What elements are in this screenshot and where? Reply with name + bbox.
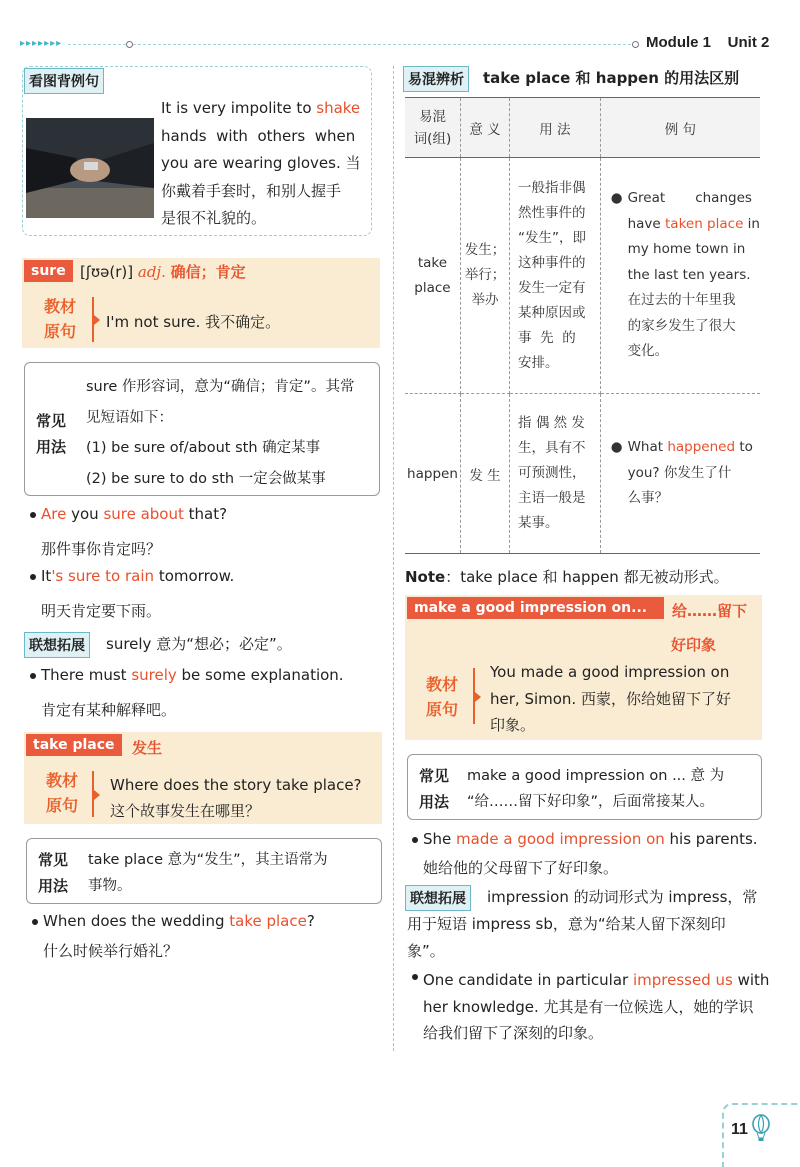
- usage-label-2: 用法: [38, 877, 69, 895]
- origin-label-2: 原句: [425, 700, 458, 719]
- text-line: [628, 263, 760, 289]
- cell-line: 发生；: [464, 242, 506, 258]
- highlight-text: made a good impression on: [456, 830, 665, 848]
- table-cell-word: happen: [405, 394, 460, 554]
- usage-label: [38, 847, 68, 899]
- cell-line: 生，具有不: [518, 440, 586, 456]
- table-header: 用 法: [510, 98, 601, 158]
- text-span: tomorrow.: [154, 567, 235, 585]
- text-span: with: [732, 971, 770, 989]
- impress-example: [423, 967, 769, 1047]
- example-sentence: [41, 505, 227, 523]
- cell-line: 举行；: [464, 267, 506, 283]
- text-line: [161, 150, 366, 178]
- confusion-tag: 易混辨析: [403, 66, 469, 92]
- text-span: She: [423, 830, 457, 848]
- sure-origin-sentence: I'm not sure. 我不确定。: [106, 313, 281, 331]
- usage-label: [419, 763, 449, 815]
- bullet: [30, 512, 36, 518]
- table-cell-usage: [510, 158, 601, 394]
- text-span: you: [66, 505, 104, 523]
- example-sentence: [41, 666, 344, 684]
- cell-line: 举办: [471, 292, 499, 308]
- usage-line: (1) be sure of/about sth 确定某事: [86, 440, 321, 456]
- table-header: 例 句: [600, 98, 760, 158]
- text-line: [628, 186, 760, 212]
- impression-meaning-2: 好印象: [671, 636, 717, 654]
- cell-line: 事 先 的: [518, 329, 576, 346]
- text-span: have: [627, 215, 665, 232]
- text-span: be some explanation.: [176, 666, 344, 684]
- text-span: 你戴着手套时，和别人握手: [161, 181, 342, 200]
- example-translation: 肯定有某种解释吧。: [41, 701, 177, 719]
- text-span: One candidate in particular: [423, 971, 633, 989]
- text-line: [628, 461, 753, 487]
- text-span: 是很不礼貌的。: [161, 209, 267, 227]
- extension-line: 象”。: [407, 942, 445, 960]
- highlight-text: sure about: [103, 505, 184, 523]
- bullet: [412, 974, 418, 980]
- text-span: to: [735, 439, 753, 456]
- note: [405, 566, 729, 587]
- bullet: [30, 574, 36, 580]
- origin-sentence-line: You made a good impression on: [490, 663, 730, 681]
- usage-label-2: 用法: [419, 793, 450, 811]
- text-span: the last ten years.: [627, 266, 751, 283]
- column-divider: [393, 66, 394, 1051]
- text-line: [161, 95, 366, 123]
- text-span: ?: [306, 912, 315, 930]
- origin-label-1: 教材: [425, 675, 458, 694]
- text-line: [628, 237, 760, 263]
- extension-line: 用于短语 impress sb，意为“给某人留下深刻印: [407, 915, 726, 933]
- highlight-text: Are: [41, 505, 67, 523]
- origin-label-1: 教材: [43, 297, 76, 316]
- cell-line: 主语一般是: [518, 490, 586, 506]
- text-span: her knowledge. 尤其是有一位候选人，她的学识: [423, 997, 754, 1016]
- impression-origin-sentence: [490, 659, 731, 739]
- origin-arrow: [94, 790, 100, 800]
- cell-line: 发生一定有: [518, 279, 586, 296]
- text-span: 在过去的十年里我: [627, 292, 736, 309]
- note-label: Note: [405, 568, 446, 586]
- highlight-text: shake: [316, 99, 361, 117]
- origin-arrow: [94, 315, 100, 325]
- table-row: [405, 394, 760, 554]
- text-line: [628, 212, 760, 238]
- table-cell-word: take place: [405, 158, 460, 394]
- text-line: [423, 967, 769, 994]
- example-translation: 那件事你肯定吗？: [41, 540, 162, 558]
- header-rule: [68, 44, 636, 45]
- table-cell-example: ● What happened to you? 你发生了什 么事？: [600, 394, 760, 554]
- page-title: Module 1 Unit 2: [646, 34, 770, 51]
- text-span: 给我们留下了深刻的印象。: [423, 1024, 604, 1042]
- cell-line: 某事。: [518, 515, 559, 531]
- text-line: [628, 288, 760, 314]
- cell-line: 某种原因或: [518, 304, 586, 321]
- example-sentence: [41, 567, 234, 585]
- usage-line: sure 作形容词，意为“确信；肯定”。其常: [86, 379, 355, 395]
- table-header: 易混 词(组): [405, 98, 460, 158]
- highlight-text: take place: [229, 912, 307, 930]
- text-span: It: [41, 567, 52, 585]
- text-span: you? 你发生了什: [627, 464, 732, 481]
- highlight-text: taken place: [665, 215, 744, 232]
- phonetic: [ʃʊə(r)]: [80, 263, 134, 281]
- text-line: [423, 994, 769, 1021]
- text-span: his parents.: [664, 830, 758, 848]
- confusion-title: take place 和 happen 的用法区别: [483, 69, 740, 87]
- text-line: [161, 123, 366, 151]
- balloon-icon: [751, 1114, 771, 1146]
- origin-label: [422, 672, 462, 722]
- text-span: you are wearing gloves. 当: [161, 154, 361, 172]
- impression-word: make a good impression on...: [407, 597, 664, 619]
- part-of-speech: adj.: [137, 263, 166, 281]
- example-sentence: [423, 830, 758, 848]
- usage-line: “给……留下好印象”，后面常接某人。: [467, 794, 715, 810]
- usage-label-1: 常见: [419, 767, 450, 785]
- text-span: What: [627, 439, 668, 456]
- origin-sentence-line: her, Simon. 西蒙，你给她留下了好: [490, 689, 731, 708]
- example-lines: [628, 186, 760, 365]
- text-line: [161, 178, 366, 206]
- extension-text: surely 意为“想必；必定”。: [106, 635, 292, 653]
- table-cell-example: ● Great changes have taken place in my home town in the last ten years. 在过去的十年里我 的家乡发生了很大 变化。: [600, 158, 760, 394]
- header-dot: [126, 41, 133, 48]
- cell-line: 可预测性，: [518, 465, 586, 481]
- table-cell-meaning: [460, 394, 509, 554]
- picture-sentence: [161, 95, 366, 233]
- picture-section-tag: 看图背例句: [24, 68, 104, 94]
- origin-label-1: 教材: [45, 771, 78, 790]
- text-span: 变化。: [627, 343, 669, 360]
- text-span: my home town in: [627, 241, 746, 258]
- extension-tag: 联想拓展: [24, 632, 90, 658]
- impression-usage-text: [467, 763, 724, 815]
- take-place-origin-sentence: [110, 772, 362, 824]
- origin-sentence-en: Where does the story take place?: [110, 776, 362, 794]
- take-place-meaning: 发生: [132, 739, 163, 757]
- usage-label-1: 常见: [36, 412, 67, 430]
- text-line: [628, 339, 760, 365]
- text-line: [628, 314, 760, 340]
- extension-tag: 联想拓展: [405, 885, 471, 911]
- origin-label-2: 原句: [43, 322, 76, 341]
- bullet: [412, 837, 418, 843]
- sure-word: sure: [24, 260, 73, 282]
- sure-meaning: 确信；肯定: [170, 263, 246, 281]
- text-span: 么事？: [627, 490, 669, 507]
- header-arrows: ▸▸▸▸▸▸▸: [20, 38, 63, 49]
- sure-usage-text: [86, 372, 354, 494]
- highlight-text: surely: [131, 666, 177, 684]
- usage-line: make a good impression on ... 意 为: [467, 768, 725, 784]
- table-row: [405, 158, 760, 394]
- usage-label-1: 常见: [38, 851, 69, 869]
- example-translation: 明天肯定要下雨。: [41, 602, 162, 620]
- handshake-photo: [26, 118, 154, 218]
- note-text: ：take place 和 happen 都无被动形式。: [445, 568, 729, 586]
- text-span: that?: [183, 505, 228, 523]
- origin-sentence-zh: 这个故事发生在哪里？: [110, 802, 261, 820]
- origin-arrow: [475, 692, 481, 702]
- text-span: When does the wedding: [43, 912, 230, 930]
- usage-line: (2) be sure to do sth 一定会做某事: [86, 470, 326, 487]
- extension-line: impression 的动词形式为 impress，常: [487, 888, 758, 906]
- origin-label: [40, 294, 80, 344]
- take-place-word: take place: [26, 734, 122, 756]
- impression-meaning-1: 给……留下: [672, 602, 748, 620]
- cell-line: 发 生: [469, 467, 501, 484]
- example-lines: [628, 435, 753, 512]
- usage-label-2: 用法: [36, 438, 67, 456]
- comparison-table: [405, 97, 760, 554]
- text-line: [628, 486, 753, 512]
- text-span: in: [743, 215, 760, 232]
- highlight-text: 's sure to rain: [51, 567, 155, 585]
- bullet: [32, 919, 38, 925]
- usage-line: 见短语如下：: [86, 409, 173, 426]
- text-line: [628, 435, 753, 461]
- text-span: There must: [41, 666, 132, 684]
- usage-line: take place 意为“发生”，其主语常为: [88, 852, 328, 868]
- text-line: [423, 1020, 769, 1047]
- example-sentence: [43, 912, 315, 930]
- highlight-text: happened: [667, 439, 736, 456]
- text-span: Great changes: [627, 190, 752, 207]
- example-translation: 她给他的父母留下了好印象。: [423, 859, 619, 877]
- text-line: [161, 205, 366, 233]
- bullet: [30, 673, 36, 679]
- header-dot: [632, 41, 639, 48]
- text-span: hands with others when: [161, 126, 356, 145]
- table-header: 意 义: [460, 98, 509, 158]
- usage-line: 事物。: [88, 878, 132, 894]
- take-place-usage-text: [88, 847, 328, 899]
- text-span: It is very impolite to: [161, 99, 317, 117]
- table-cell-meaning: [460, 158, 509, 394]
- origin-label-2: 原句: [45, 796, 78, 815]
- sure-phonetic: [80, 261, 246, 282]
- text-span: 的家乡发生了很大: [627, 317, 736, 334]
- origin-label: [42, 768, 82, 818]
- cell-line: 这种事件的: [518, 254, 586, 271]
- table-cell-usage: [510, 394, 601, 554]
- example-translation: 什么时候举行婚礼？: [43, 942, 179, 960]
- usage-label: [36, 408, 66, 460]
- cell-line: “发生”，即: [518, 229, 587, 246]
- highlight-text: impressed us: [632, 971, 733, 989]
- cell-line: 安排。: [518, 354, 559, 371]
- page-number: 11: [731, 1121, 748, 1138]
- cell-line: 一般指非偶: [518, 179, 586, 196]
- cell-line: 指 偶 然 发: [518, 415, 585, 431]
- cell-line: 然性事件的: [518, 204, 586, 221]
- origin-sentence-line: 印象。: [490, 716, 536, 734]
